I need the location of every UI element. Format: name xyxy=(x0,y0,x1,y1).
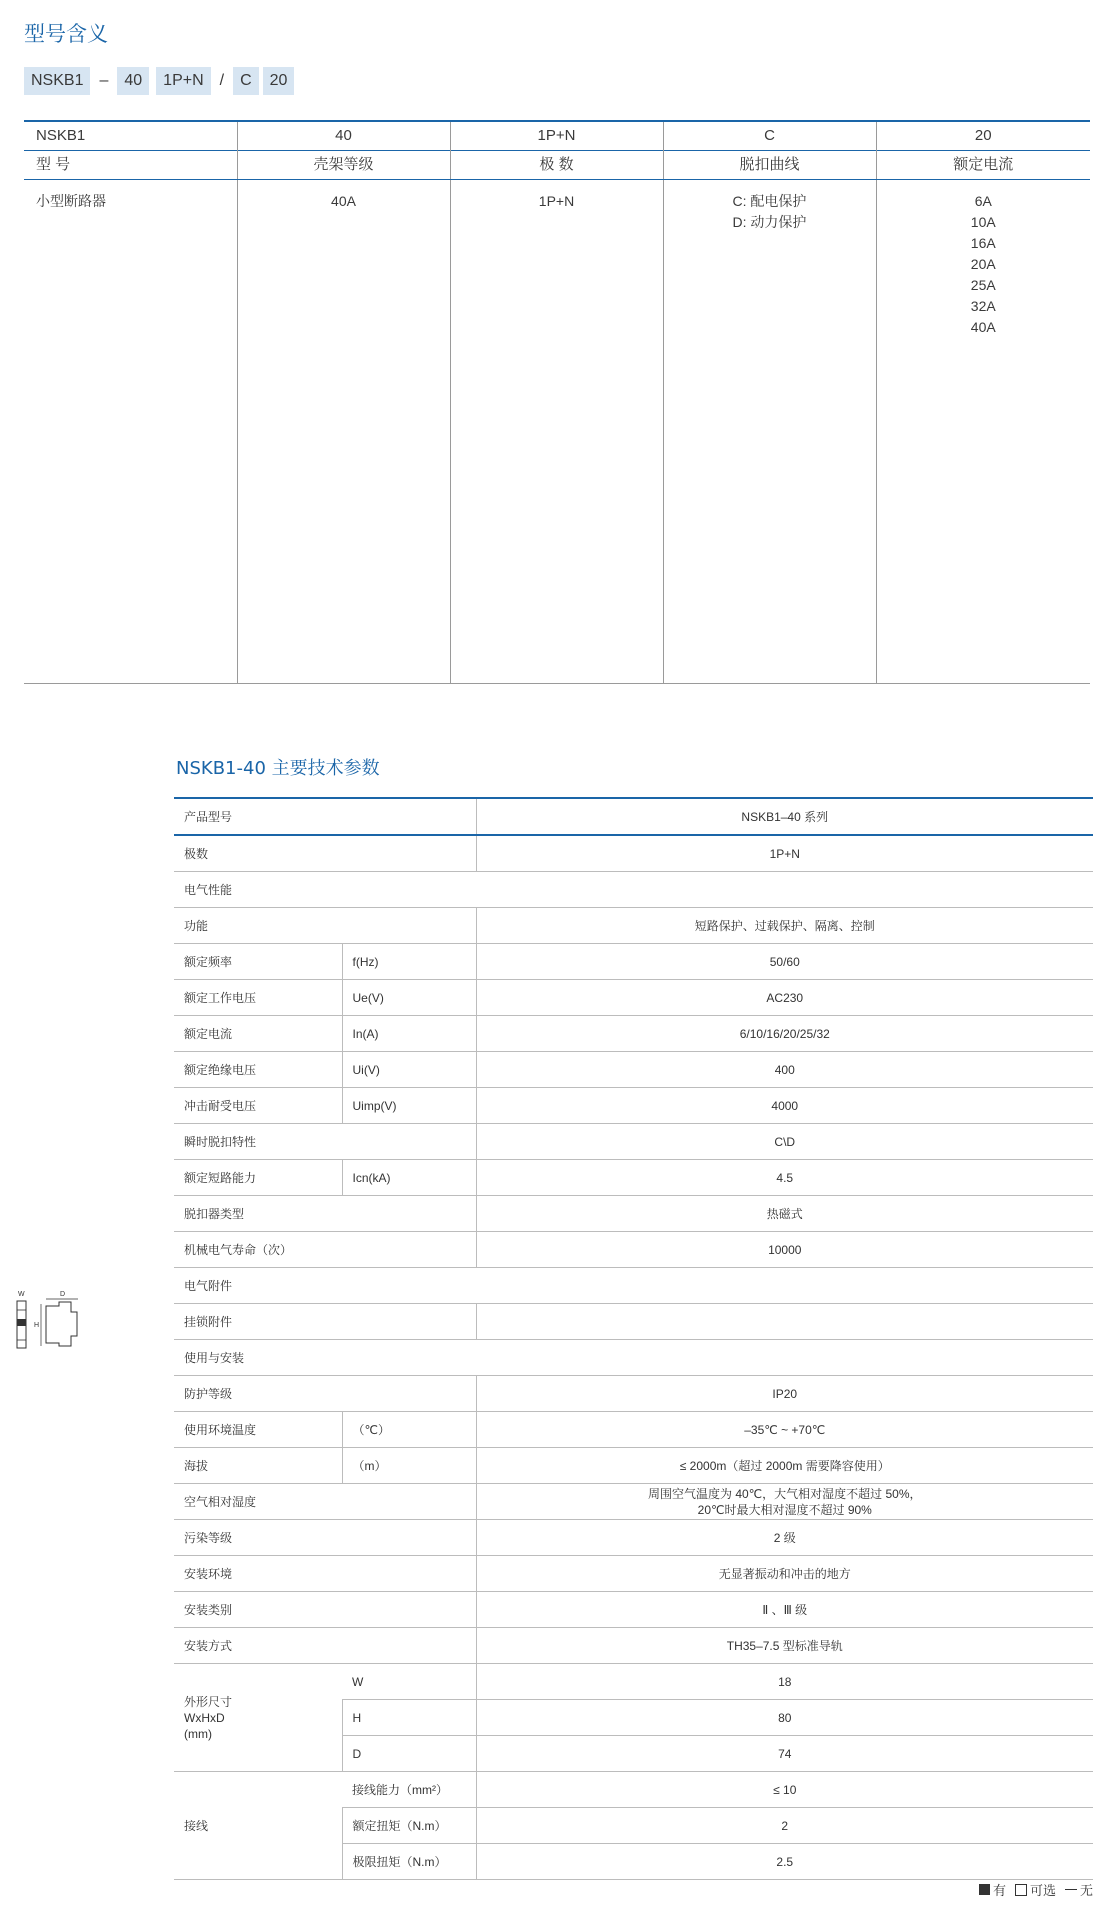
param-row xyxy=(174,1592,1093,1628)
param-group-label: 电气附件 xyxy=(174,1268,1093,1304)
legend xyxy=(979,1880,1093,1899)
label-cell: 型 号 xyxy=(24,151,237,180)
empty-square-icon xyxy=(1015,1884,1027,1896)
param-unit: 极限扭矩（N.m） xyxy=(342,1844,476,1880)
current-item: 10A xyxy=(970,214,996,230)
param-row xyxy=(174,1160,1093,1196)
current-item: 6A xyxy=(974,193,992,209)
param-value: 18 xyxy=(476,1664,1093,1700)
param-value: 4000 xyxy=(476,1088,1093,1124)
code-separator-dash: – xyxy=(99,72,109,89)
param-value: 短路保护、过载保护、隔离、控制 xyxy=(476,908,1093,944)
dimensions-label-line: 外形尺寸 xyxy=(184,1694,233,1709)
current-item: 25A xyxy=(970,277,996,293)
diagram-label-d: D xyxy=(60,1291,66,1298)
param-row xyxy=(174,1376,1093,1412)
code-separator-slash: / xyxy=(219,72,225,89)
param-label: 脱扣器类型 xyxy=(174,1196,476,1232)
param-unit: W xyxy=(342,1664,476,1700)
param-label: 机械电气寿命（次） xyxy=(174,1232,476,1268)
param-value: TH35–7.5 型标准导轨 xyxy=(476,1628,1093,1664)
filled-square-icon xyxy=(979,1884,990,1895)
param-row xyxy=(174,798,1093,835)
param-unit: （m） xyxy=(342,1448,476,1484)
param-value: 2 xyxy=(476,1808,1093,1844)
param-unit: Ui(V) xyxy=(342,1052,476,1088)
param-label: 安装方式 xyxy=(174,1628,476,1664)
param-row xyxy=(174,1664,1093,1700)
param-unit: Icn(kA) xyxy=(342,1160,476,1196)
param-value: Ⅱ 、Ⅲ 级 xyxy=(476,1592,1093,1628)
humidity-line-1: 周围空气温度为 40℃，大气相对湿度不超过 50%， xyxy=(648,1486,922,1501)
param-group-row xyxy=(174,1340,1093,1376)
param-value: ≤ 10 xyxy=(476,1772,1093,1808)
param-label: 额定绝缘电压 xyxy=(174,1052,342,1088)
param-value: 2 级 xyxy=(476,1520,1093,1556)
param-value: 1P+N xyxy=(476,835,1093,872)
param-value: 400 xyxy=(476,1052,1093,1088)
current-item: 32A xyxy=(970,298,996,314)
label-cell: 壳架等级 xyxy=(237,151,450,180)
param-label: 瞬时脱扣特性 xyxy=(174,1124,476,1160)
param-group-label: 使用与安装 xyxy=(174,1340,1093,1376)
param-row xyxy=(174,1016,1093,1052)
code-part-curve: C xyxy=(233,67,259,95)
param-label: 使用环境温度 xyxy=(174,1412,342,1448)
param-row xyxy=(174,1484,1093,1520)
param-label: 额定工作电压 xyxy=(174,980,342,1016)
code-part-series: NSKB1 xyxy=(24,67,90,95)
param-label: 防护等级 xyxy=(174,1376,476,1412)
dimensions-label-line: WxHxD xyxy=(184,1710,225,1725)
breaker-side-view xyxy=(46,1302,77,1346)
model-label-row xyxy=(24,151,1090,180)
param-unit: 额定扭矩（N.m） xyxy=(342,1808,476,1844)
curve-item: D: 动力保护 xyxy=(732,214,807,230)
legend-has: 有 xyxy=(992,1883,1006,1898)
param-value: 74 xyxy=(476,1736,1093,1772)
label-cell: 脱扣曲线 xyxy=(663,151,876,180)
param-row xyxy=(174,1772,1093,1808)
dash-icon xyxy=(1065,1889,1077,1890)
param-row xyxy=(174,1304,1093,1340)
param-row xyxy=(174,1052,1093,1088)
current-item: 40A xyxy=(970,319,996,335)
param-row xyxy=(174,1556,1093,1592)
param-group-row xyxy=(174,1268,1093,1304)
param-row xyxy=(174,1196,1093,1232)
code-cell: 1P+N xyxy=(450,121,663,151)
param-row xyxy=(174,1088,1093,1124)
param-row xyxy=(174,1124,1093,1160)
param-value: 热磁式 xyxy=(476,1196,1093,1232)
param-label: 功能 xyxy=(174,908,476,944)
param-label: 安装环境 xyxy=(174,1556,476,1592)
param-row xyxy=(174,1520,1093,1556)
param-label: 安装类别 xyxy=(174,1592,476,1628)
label-cell: 额定电流 xyxy=(876,151,1090,180)
param-label: 空气相对湿度 xyxy=(174,1484,476,1520)
param-label: 额定电流 xyxy=(174,1016,342,1052)
curve-values xyxy=(663,180,876,684)
dimensions-label-line: (mm) xyxy=(184,1726,212,1741)
param-value: AC230 xyxy=(476,980,1093,1016)
poles-value: 1P+N xyxy=(450,180,663,684)
param-unit: Ue(V) xyxy=(342,980,476,1016)
frame-value: 40A xyxy=(237,180,450,684)
param-value: IP20 xyxy=(476,1376,1093,1412)
param-unit: Uimp(V) xyxy=(342,1088,476,1124)
param-value: NSKB1–40 系列 xyxy=(476,798,1093,835)
breaker-dimension-diagram xyxy=(14,1288,98,1358)
model-value-row xyxy=(24,180,1090,684)
model-code-row xyxy=(24,121,1090,151)
param-value xyxy=(476,1484,1093,1520)
param-unit: D xyxy=(342,1736,476,1772)
code-part-poles: 1P+N xyxy=(156,67,210,95)
param-group-label: 电气性能 xyxy=(174,872,1093,908)
param-row xyxy=(174,1628,1093,1664)
code-cell: C xyxy=(663,121,876,151)
legend-none: 无 xyxy=(1079,1883,1093,1898)
param-value: 80 xyxy=(476,1700,1093,1736)
param-row xyxy=(174,980,1093,1016)
code-part-current: 20 xyxy=(263,67,295,95)
param-label: 挂锁附件 xyxy=(174,1304,476,1340)
diagram-label-w: W xyxy=(18,1291,25,1298)
param-value: 2.5 xyxy=(476,1844,1093,1880)
model-code-bar xyxy=(24,67,294,95)
param-unit: （℃） xyxy=(342,1412,476,1448)
code-cell: 20 xyxy=(876,121,1090,151)
wiring-label: 接线 xyxy=(174,1772,342,1880)
param-value: C\D xyxy=(476,1124,1093,1160)
param-unit: H xyxy=(342,1700,476,1736)
code-part-frame: 40 xyxy=(117,67,149,95)
param-value: ≤ 2000m（超过 2000m 需要降容使用） xyxy=(476,1448,1093,1484)
param-label: 污染等级 xyxy=(174,1520,476,1556)
param-label: 海拔 xyxy=(174,1448,342,1484)
param-row xyxy=(174,835,1093,872)
param-row xyxy=(174,1232,1093,1268)
param-value: –35℃ ~ +70℃ xyxy=(476,1412,1093,1448)
label-cell: 极 数 xyxy=(450,151,663,180)
code-cell: 40 xyxy=(237,121,450,151)
dimensions-label xyxy=(174,1664,342,1772)
section-title-model-meaning: 型号含义 xyxy=(24,22,108,46)
code-cell: NSKB1 xyxy=(24,121,237,151)
type-value: 小型断路器 xyxy=(24,180,237,684)
tech-params-table xyxy=(174,797,1093,1880)
param-unit: f(Hz) xyxy=(342,944,476,980)
param-value: 无显著振动和冲击的地方 xyxy=(476,1556,1093,1592)
param-group-row xyxy=(174,872,1093,908)
param-label: 极数 xyxy=(174,835,476,872)
current-item: 20A xyxy=(970,256,996,272)
param-value xyxy=(476,1304,1093,1340)
diagram-label-h: H xyxy=(34,1322,40,1329)
param-label: 额定频率 xyxy=(174,944,342,980)
current-item: 16A xyxy=(970,235,996,251)
param-value: 50/60 xyxy=(476,944,1093,980)
param-label: 产品型号 xyxy=(174,798,476,835)
humidity-line-2: 20℃时最大相对湿度不超过 90% xyxy=(697,1502,872,1517)
param-value: 4.5 xyxy=(476,1160,1093,1196)
param-value: 6/10/16/20/25/32 xyxy=(476,1016,1093,1052)
param-row xyxy=(174,1412,1093,1448)
param-row xyxy=(174,1448,1093,1484)
section-title-tech-params: NSKB1-40 主要技术参数 xyxy=(176,758,380,779)
curve-item: C: 配电保护 xyxy=(732,193,807,209)
param-row xyxy=(174,908,1093,944)
model-meaning-table xyxy=(24,120,1090,684)
breaker-toggle xyxy=(17,1319,26,1326)
legend-optional: 可选 xyxy=(1029,1883,1056,1898)
param-value: 10000 xyxy=(476,1232,1093,1268)
param-unit: In(A) xyxy=(342,1016,476,1052)
param-unit: 接线能力（mm²） xyxy=(342,1772,476,1808)
param-label: 额定短路能力 xyxy=(174,1160,342,1196)
param-label: 冲击耐受电压 xyxy=(174,1088,342,1124)
current-values xyxy=(876,180,1090,684)
param-row xyxy=(174,944,1093,980)
